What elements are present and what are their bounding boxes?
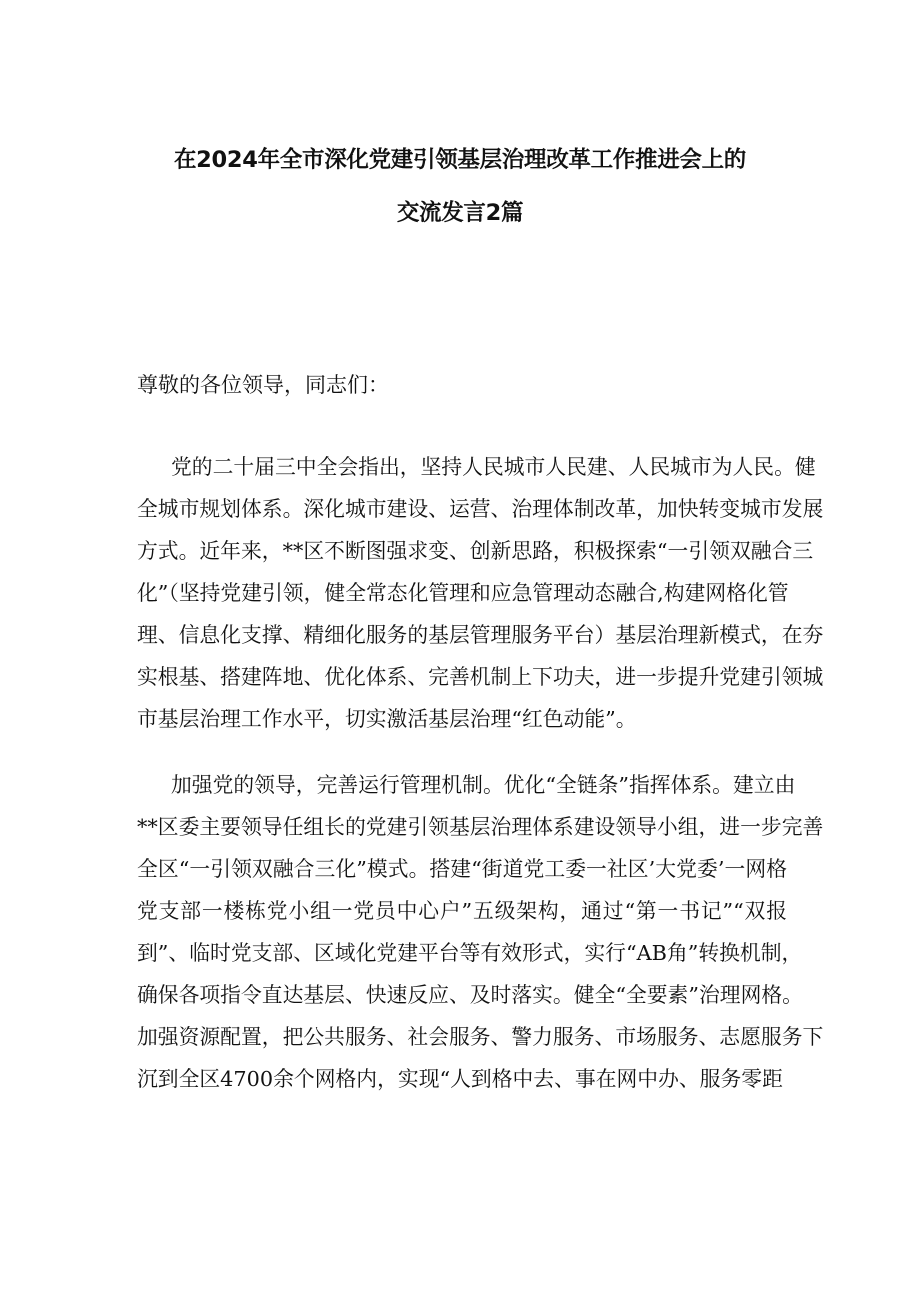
paragraph-line: 全城市规划体系。深化城市建设、运营、治理体制改革，加快转变城市发展 [137, 497, 824, 521]
paragraph-line: 沉到全区4700余个网格内，实现“人到格中去、事在网中办、服务零距 [137, 1067, 783, 1091]
paragraph-line: 确保各项指令直达基层、快速反应、及时落实。健全“全要素”治理网格。 [137, 983, 803, 1007]
paragraph-1 [137, 446, 824, 740]
paragraph-line: 市基层治理工作水平，切实激活基层治理“红色动能”。 [137, 707, 637, 731]
paragraph-line: 党支部一楼栋党小组一党员中心户”五级架构，通过“第一书记”“双报 [137, 899, 787, 923]
paragraph-line: 理、信息化支撑、精细化服务的基层管理服务平台）基层治理新模式，在夯 [137, 623, 824, 647]
document-title-line-1: 在2024年全市深化党建引领基层治理改革工作推进会上的 [173, 147, 747, 173]
paragraph-line: 加强党的领导，完善运行管理机制。优化“全链条”指挥体系。建立由 [171, 773, 796, 797]
paragraph-line: **区委主要领导任组长的党建引领基层治理体系建设领导小组，进一步完善 [137, 815, 824, 839]
paragraph-line: 到”、临时党支部、区域化党建平台等有效形式，实行“AB角”转换机制， [137, 941, 803, 965]
paragraph-line: 方式。近年来，**区不断图强求变、创新思路，积极探索“一引领双融合三 [137, 539, 814, 563]
paragraph-2 [137, 764, 824, 1100]
greeting: 尊敬的各位领导，同志们： [137, 373, 389, 397]
document-title-line-2: 交流发言2篇 [396, 200, 524, 226]
paragraph-line: 加强资源配置，把公共服务、社会服务、警力服务、市场服务、志愿服务下 [137, 1025, 824, 1049]
paragraph-line: 党的二十届三中全会指出，坚持人民城市人民建、人民城市为人民。健 [171, 455, 816, 479]
paragraph-line: 化”（坚持党建引领，健全常态化管理和应急管理动态融合,构建网格化管 [137, 581, 789, 605]
paragraph-line: 实根基、搭建阵地、优化体系、完善机制上下功夫，进一步提升党建引领城 [137, 665, 824, 689]
paragraph-line: 全区“一引领双融合三化”模式。搭建“街道党工委一社区’大党委’一网格 [137, 857, 787, 881]
